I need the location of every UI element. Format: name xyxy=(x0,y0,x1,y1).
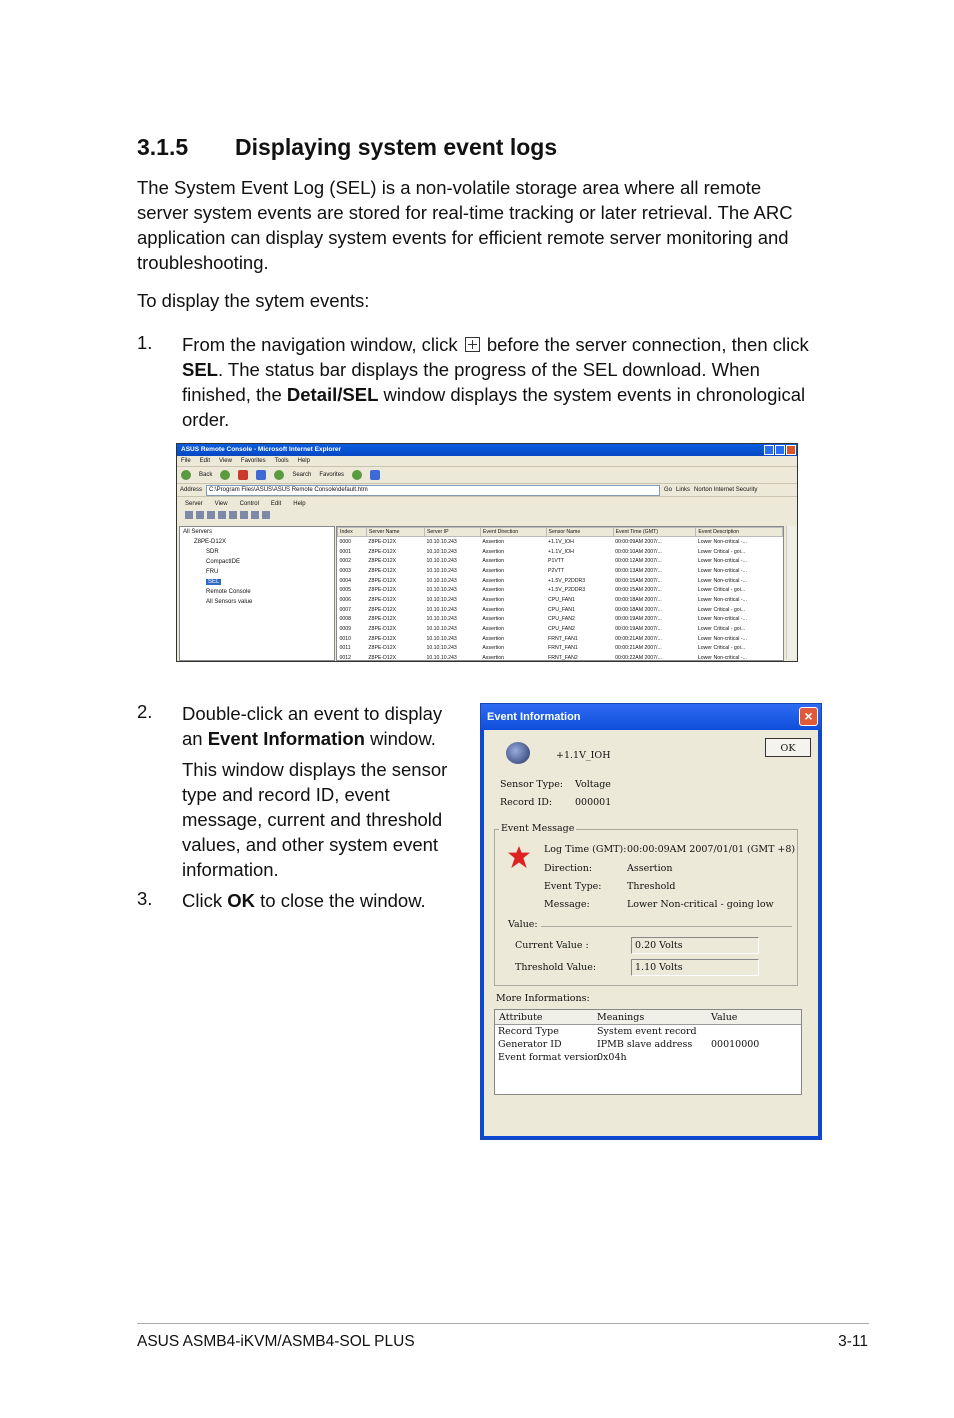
sel-cell: Z8PE-D12X xyxy=(368,548,397,555)
sel-cell: Z8PE-D12X xyxy=(368,558,397,565)
step-2-number: 2. xyxy=(137,701,153,722)
sel-cell: Z8PE-D12X xyxy=(368,606,397,613)
sel-cell: +1.1V_IOH xyxy=(548,548,574,555)
event-information-dialog xyxy=(480,703,822,1140)
sel-cell: 00:00:10AM 2007/... xyxy=(615,548,662,555)
tree-server[interactable]: Z8PE-D12X xyxy=(194,539,227,545)
tool-icon[interactable] xyxy=(196,511,204,519)
table-row[interactable] xyxy=(495,1026,801,1039)
sel-cell: 00:00:19AM 2007/... xyxy=(615,616,662,623)
tree-compactide[interactable]: CompactIDE xyxy=(206,559,241,565)
col-attribute[interactable]: Attribute xyxy=(499,1012,543,1023)
sel-cell: 00:00:15AM 2007/... xyxy=(615,577,662,584)
sel-cell: Lower Non-critical -... xyxy=(697,567,747,574)
tree-remote-console[interactable]: Remote Console xyxy=(206,589,251,595)
step-3-part-a: Click xyxy=(182,890,223,911)
sel-cell: 00:00:21AM 2007/... xyxy=(615,635,662,642)
home-icon[interactable] xyxy=(274,470,284,480)
table-row[interactable] xyxy=(338,595,783,605)
sel-cell: CPU_FAN2 xyxy=(548,626,575,633)
sel-cell: 10.10.10.243 xyxy=(426,645,457,652)
step-2-text xyxy=(182,701,462,751)
sel-cell: Lower Critical - goi... xyxy=(697,606,746,613)
current-value-field: 0.20 Volts xyxy=(631,937,759,954)
table-row[interactable] xyxy=(338,605,783,615)
footer-product: ASUS ASMB4-iKVM/ASMB4-SOL PLUS xyxy=(137,1333,415,1350)
step-1-sel: SEL xyxy=(182,359,218,380)
sel-cell: 0000 xyxy=(339,538,352,545)
table-row[interactable] xyxy=(495,1039,801,1052)
tool-icon[interactable] xyxy=(240,511,248,519)
sel-cell: FRNT_FAN1 xyxy=(548,635,578,642)
step-1-part-d: . The status bar displays the progress of the SEL download. When finished, the xyxy=(182,359,760,405)
sel-cell: 10.10.10.243 xyxy=(426,577,457,584)
sel-cell: 0005 xyxy=(339,587,352,594)
table-row[interactable] xyxy=(495,1052,801,1065)
table-row[interactable] xyxy=(338,624,783,634)
sel-cell: Z8PE-D12X xyxy=(368,567,397,574)
app-menu-server[interactable]: Server xyxy=(185,501,203,507)
footer-rule xyxy=(137,1323,869,1324)
more-info-table xyxy=(494,1009,802,1095)
step-1-part-a: From the navigation window, click xyxy=(182,334,458,355)
favorites-button[interactable]: Favorites xyxy=(319,472,345,478)
table-row[interactable] xyxy=(338,537,783,547)
tree-sel[interactable]: SEL xyxy=(208,579,220,585)
sel-cell: 10.10.10.243 xyxy=(426,606,457,613)
sel-cell: Assertion xyxy=(482,567,505,574)
sel-cell: 0007 xyxy=(339,606,352,613)
cell-meaning: IPMB slave address xyxy=(597,1039,693,1050)
ie-menubar xyxy=(177,456,797,467)
sel-cell: FRNT_FAN2 xyxy=(548,655,578,662)
sensor-type-value: Voltage xyxy=(575,779,611,790)
step-3-text xyxy=(182,888,462,913)
sensor-name: +1.1V_IOH xyxy=(556,750,611,761)
back-button[interactable]: Back xyxy=(199,472,213,478)
sel-cell: Assertion xyxy=(482,538,505,545)
dialog-titlebar xyxy=(481,704,821,730)
cell-attribute: Record Type xyxy=(498,1026,559,1037)
sel-cell: Assertion xyxy=(482,606,505,613)
step-3-part-c: to close the window. xyxy=(260,890,426,911)
ie-titlebar xyxy=(177,444,797,456)
sel-cell: Lower Critical - goi... xyxy=(697,548,746,555)
cell-meaning: System event record xyxy=(597,1026,697,1037)
menu-tools[interactable]: Tools xyxy=(274,458,289,464)
sel-grid-header xyxy=(338,528,783,537)
sel-cell: 0012 xyxy=(339,655,352,662)
step-3-ok: OK xyxy=(227,890,255,911)
log-time-value: 00:00:09AM 2007/01/01 (GMT +8) xyxy=(627,844,796,855)
sel-cell: Assertion xyxy=(482,626,505,633)
sel-cell: Lower Non-critical -... xyxy=(697,538,747,545)
expand-plus-icon xyxy=(465,337,480,352)
tool-icon[interactable] xyxy=(185,511,193,519)
sel-cell: 0002 xyxy=(339,558,352,565)
sel-grid xyxy=(336,526,784,661)
sel-cell: 0009 xyxy=(339,626,352,633)
step-3-number: 3. xyxy=(137,888,153,909)
more-info-header xyxy=(495,1010,801,1025)
sel-cell: Lower Critical - goi... xyxy=(697,645,746,652)
sel-col-header[interactable]: Event Direction xyxy=(480,528,546,537)
cell-value: 00010000 xyxy=(711,1039,760,1050)
sel-cell: Lower Non-critical -... xyxy=(697,616,747,623)
table-row[interactable] xyxy=(338,615,783,625)
sel-cell: 0008 xyxy=(339,616,352,623)
sel-cell: 00:00:15AM 2007/... xyxy=(615,587,662,594)
app-toolbar xyxy=(177,509,797,521)
sel-col-header[interactable]: Sensor Name xyxy=(546,528,613,537)
sel-cell: 10.10.10.243 xyxy=(426,635,457,642)
search-button[interactable]: Search xyxy=(292,472,312,478)
step-1-number: 1. xyxy=(137,332,153,353)
event-type-value: Threshold xyxy=(627,881,676,892)
sel-cell: Lower Non-critical -... xyxy=(697,577,747,584)
sel-cell: 10.10.10.243 xyxy=(426,616,457,623)
menu-view[interactable]: View xyxy=(219,458,232,464)
sel-cell: FRNT_FAN1 xyxy=(548,645,578,652)
sel-cell: P1VTT xyxy=(548,558,565,565)
sel-cell: 00:00:18AM 2007/... xyxy=(615,596,662,603)
sel-cell: 10.10.10.243 xyxy=(426,596,457,603)
step-2-part-a: Double-click an event to display an xyxy=(182,703,443,749)
sel-cell: 00:00:21AM 2007/... xyxy=(615,645,662,652)
col-meanings[interactable]: Meanings xyxy=(597,1012,645,1023)
current-value-label: Current Value : xyxy=(515,940,589,951)
intro-paragraph: The System Event Log (SEL) is a non-volatile storage area where all remote server system events are stored for real-time tracking or later retrieval. The ARC application can display system events for efficient remote server monitoring and troubleshooting. xyxy=(137,177,793,273)
cell-attribute: Generator ID xyxy=(498,1039,562,1050)
event-type-label: Event Type: xyxy=(544,881,602,892)
sel-cell: Lower Critical - goi... xyxy=(697,626,746,633)
sel-col-header[interactable]: Server Name xyxy=(366,528,424,537)
table-row[interactable] xyxy=(338,547,783,557)
step-2-part-c: window. xyxy=(370,728,436,749)
tree-fru[interactable]: FRU xyxy=(206,569,219,575)
sel-cell: Assertion xyxy=(482,596,505,603)
sel-cell: Assertion xyxy=(482,616,505,623)
norton-label[interactable]: Norton Internet Security xyxy=(694,487,758,493)
sel-cell: 10.10.10.243 xyxy=(426,567,457,574)
sel-cell: Assertion xyxy=(482,635,505,642)
sel-cell: P2VTT xyxy=(548,567,565,574)
sel-cell: Z8PE-D12X xyxy=(368,577,397,584)
sel-cell: 0001 xyxy=(339,548,352,555)
table-row[interactable] xyxy=(338,653,783,662)
record-id-label: Record ID: xyxy=(500,797,553,808)
sel-cell: 00:00:18AM 2007/... xyxy=(615,606,662,613)
sel-cell: Lower Non-critical -... xyxy=(697,655,747,662)
sel-cell: 0011 xyxy=(339,645,351,652)
ie-title: ASUS Remote Console - Microsoft Internet Explorer xyxy=(181,446,341,453)
sel-col-header[interactable]: Server IP xyxy=(424,528,480,537)
table-row[interactable] xyxy=(338,585,783,595)
sel-cell: Z8PE-D12X xyxy=(368,655,397,662)
ie-toolbar xyxy=(177,467,797,484)
sel-col-header[interactable]: Event Time (GMT) xyxy=(613,528,696,537)
address-input[interactable]: C:\Program Files\ASUS\ASUS Remote Console\default.htm xyxy=(206,485,660,496)
step-1-text xyxy=(182,332,822,432)
table-row[interactable] xyxy=(338,644,783,654)
sel-cell: Assertion xyxy=(482,558,505,565)
sel-cell: 10.10.10.243 xyxy=(426,587,457,594)
event-message-label: Event Message xyxy=(501,823,575,834)
table-row[interactable] xyxy=(338,556,783,566)
sel-cell: 10.10.10.243 xyxy=(426,626,457,633)
table-row[interactable] xyxy=(338,634,783,644)
app-menu-control[interactable]: Control xyxy=(239,501,259,507)
sel-cell: Lower Non-critical -... xyxy=(697,635,747,642)
app-menubar xyxy=(177,499,797,509)
step-1-part-f: window displays the system events in chronological order. xyxy=(182,384,806,430)
app-menu-help[interactable]: Help xyxy=(293,501,306,507)
dialog-close-icon[interactable]: × xyxy=(799,707,818,726)
sel-cell: 0003 xyxy=(339,567,352,574)
minimize-icon[interactable] xyxy=(764,445,774,455)
menu-file[interactable]: File xyxy=(181,458,191,464)
sel-cell: 0004 xyxy=(339,577,352,584)
refresh-icon[interactable] xyxy=(256,470,266,480)
tree-all-sensors[interactable]: All Sensors value xyxy=(206,599,253,605)
address-label: Address xyxy=(180,487,203,493)
section-number: 3.1.5 xyxy=(137,134,189,160)
tool-icon[interactable] xyxy=(207,511,215,519)
sel-cell: Lower Critical - goi... xyxy=(697,587,746,594)
navigation-tree xyxy=(179,526,335,661)
sel-cell: 00:00:12AM 2007/... xyxy=(615,558,662,565)
tool-icon[interactable] xyxy=(218,511,226,519)
history-icon[interactable] xyxy=(352,470,362,480)
tool-icon[interactable] xyxy=(262,511,270,519)
sel-cell: +1.5V_P2DDR3 xyxy=(548,587,586,594)
sel-cell: Assertion xyxy=(482,548,505,555)
step-2-event-info: Event Information xyxy=(207,728,365,749)
cell-attribute: Event format version xyxy=(498,1052,600,1063)
sel-cell: 00:00:19AM 2007/... xyxy=(615,626,662,633)
ie-window-buttons xyxy=(764,445,796,455)
step-1-detail-sel: Detail/SEL xyxy=(286,384,379,405)
mail-icon[interactable] xyxy=(370,470,380,480)
sel-cell: Z8PE-D12X xyxy=(368,616,397,623)
sel-cell: +1.5V_P2DDR3 xyxy=(548,577,586,584)
sel-grid-body xyxy=(338,537,783,663)
table-row[interactable] xyxy=(338,566,783,576)
section-title: Displaying system event logs xyxy=(235,134,558,160)
ok-button[interactable]: OK xyxy=(765,738,811,757)
tree-sdr[interactable]: SDR xyxy=(206,549,219,555)
footer-page-number: 3-11 xyxy=(838,1333,868,1350)
ie-address-bar xyxy=(177,484,797,497)
sel-col-header[interactable]: Index xyxy=(338,528,367,537)
tree-all-servers[interactable]: All Servers xyxy=(183,529,213,535)
sel-cell: 00:00:13AM 2007/... xyxy=(615,567,662,574)
lead-paragraph: To display the sytem events: xyxy=(137,290,370,311)
dialog-title: Event Information xyxy=(487,711,581,723)
sel-cell: Z8PE-D12X xyxy=(368,626,397,633)
message-value: Lower Non-critical - going low xyxy=(627,899,774,910)
sel-cell: CPU_FAN2 xyxy=(548,616,575,623)
message-label: Message: xyxy=(544,899,590,910)
ie-screenshot xyxy=(176,443,798,662)
cell-meaning: 0x04h xyxy=(597,1052,627,1063)
sel-cell: 0006 xyxy=(339,596,352,603)
section-heading xyxy=(137,134,557,161)
sel-cell: 10.10.10.243 xyxy=(426,538,457,545)
col-value[interactable]: Value xyxy=(711,1012,738,1023)
sel-cell: Assertion xyxy=(482,587,505,594)
value-group-line xyxy=(508,926,792,927)
sel-cell: 00:00:22AM 2007/... xyxy=(615,655,662,662)
sensor-type-label: Sensor Type: xyxy=(500,779,564,790)
go-button[interactable]: Go xyxy=(664,487,673,493)
sel-cell: +1.1V_IOH xyxy=(548,538,574,545)
dialog-body xyxy=(484,730,818,1136)
direction-value: Assertion xyxy=(627,863,673,874)
back-icon[interactable] xyxy=(181,470,191,480)
sel-cell: Lower Non-critical -... xyxy=(697,558,747,565)
sel-cell: 10.10.10.243 xyxy=(426,548,457,555)
app-menu-view[interactable]: View xyxy=(214,501,228,507)
tool-icon[interactable] xyxy=(251,511,259,519)
menu-help[interactable]: Help xyxy=(297,458,310,464)
sel-cell: 00:00:09AM 2007/... xyxy=(615,538,662,545)
sel-cell: 10.10.10.243 xyxy=(426,558,457,565)
threshold-value-field: 1.10 Volts xyxy=(631,959,759,976)
more-info-label: More Informations: xyxy=(496,993,590,1004)
direction-label: Direction: xyxy=(544,863,593,874)
step-1-part-b: before the server connection, then click xyxy=(486,334,809,355)
maximize-icon[interactable] xyxy=(775,445,785,455)
sel-cell: Assertion xyxy=(482,645,505,652)
tool-icon[interactable] xyxy=(229,511,237,519)
app-menu-edit[interactable]: Edit xyxy=(270,501,282,507)
sel-cell: 0010 xyxy=(339,635,352,642)
forward-icon[interactable] xyxy=(220,470,230,480)
close-icon[interactable] xyxy=(786,445,796,455)
sel-cell: Z8PE-D12X xyxy=(368,587,397,594)
stop-icon[interactable] xyxy=(238,470,248,480)
threshold-value-label: Threshold Value: xyxy=(515,962,597,973)
sel-cell: Lower Non-critical -... xyxy=(697,596,747,603)
menu-favorites[interactable]: Favorites xyxy=(240,458,266,464)
links-label[interactable]: Links xyxy=(676,487,691,493)
log-time-label: Log Time (GMT): xyxy=(544,844,627,855)
sel-cell: Z8PE-D12X xyxy=(368,645,397,652)
sel-cell: CPU_FAN1 xyxy=(548,606,575,613)
sel-cell: 10.10.10.243 xyxy=(426,655,457,662)
value-label: Value: xyxy=(508,919,541,930)
record-id-value: 000001 xyxy=(575,797,612,808)
sensor-icon xyxy=(506,742,530,764)
sel-cell: Assertion xyxy=(482,577,505,584)
sel-cell: Z8PE-D12X xyxy=(368,596,397,603)
sel-col-header[interactable]: Event Description xyxy=(696,528,783,537)
sel-cell: Assertion xyxy=(482,655,505,662)
sel-cell: Z8PE-D12X xyxy=(368,538,397,545)
grid-scrollbar[interactable] xyxy=(786,526,796,659)
table-row[interactable] xyxy=(338,576,783,586)
step-2-detail: This window displays the sensor type and record ID, event message, current and threshold values, and other system event information. xyxy=(182,759,448,880)
menu-edit[interactable]: Edit xyxy=(199,458,211,464)
sel-cell: Z8PE-D12X xyxy=(368,635,397,642)
sel-cell: CPU_FAN1 xyxy=(548,596,575,603)
